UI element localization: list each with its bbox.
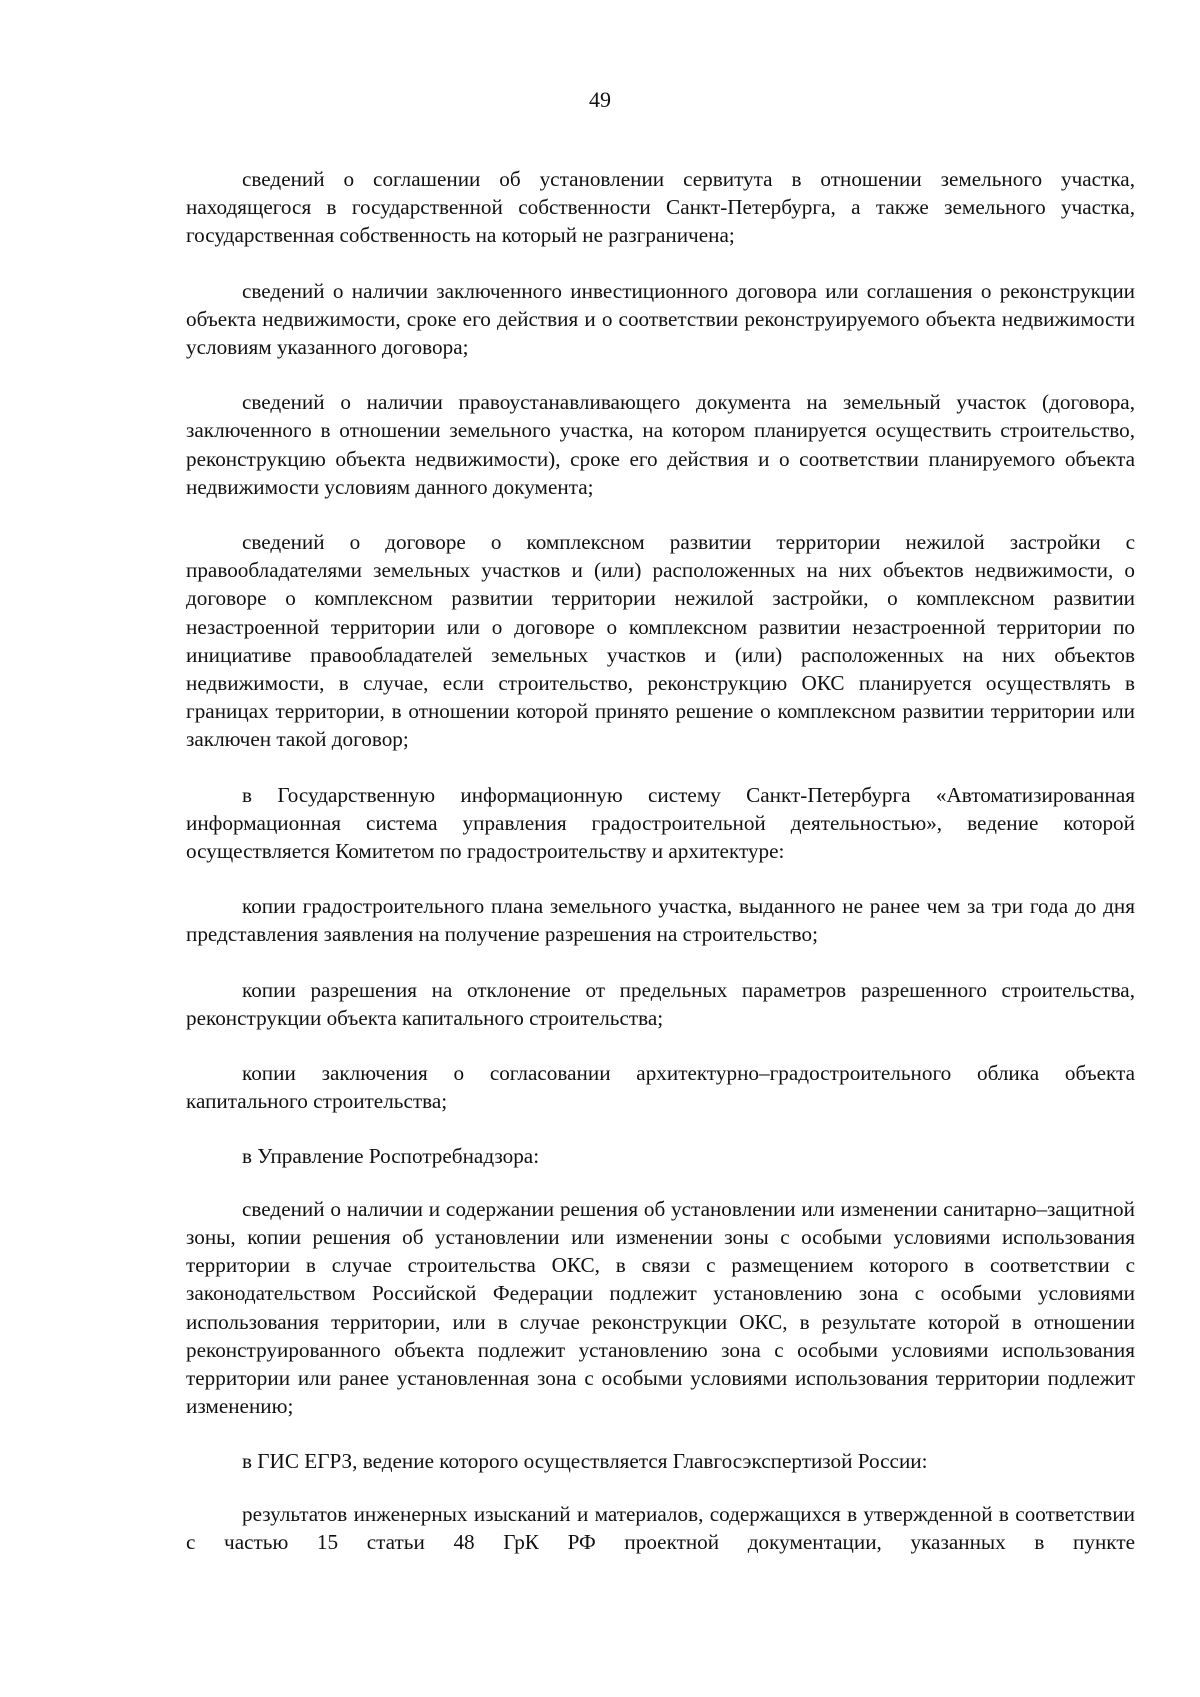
- paragraph-deviation-permit-copy: копии разрешения на отклонение от предельных параметров разрешенного строительства, реконструкции объекта капитального строительства;: [186, 977, 1135, 1030]
- paragraph-rospotrebnadzor: в Управление Роспотребнадзора:: [242, 1144, 540, 1169]
- paragraph-investment-contract: сведений о наличии заключенного инвестиционного договора или соглашения о реконструкции объекта недвижимости, сроке его действия и о соответствии реконструируемого объекта недвижимости условиям указанного договора;: [186, 278, 1135, 360]
- paragraph-architectural-approval-copy: копии заключения о согласовании архитектурно–градостроительного облика объекта капитального строительства;: [186, 1061, 1135, 1114]
- page-number: 49: [589, 87, 611, 112]
- paragraph-engineering-surveys: результатов инженерных изысканий и материалов, содержащихся в утвержденной в соответствии с частью 15 статьи 48 ГрК РФ проектной документации, указанных в пункте: [186, 1501, 1135, 1554]
- paragraph-gis-aisugd: в Государственную информационную систему Санкт-Петербурга «Автоматизированная информационная система управления градостроительной деятельностью», ведение которой осуществляется Комитетом по градостроительству и архитектуре:: [186, 782, 1135, 864]
- paragraph-sanitary-zone: сведений о наличии и содержании решения об установлении или изменении санитарно–защитной зоны, копии решения об установлении или изменении зоны с особыми условиями использования территории в случае строительства ОКС, в связи с размещением которого в соответствии с законодательством Российской Федерации подлежит установлению зона с особыми условиями использования территории, или в случае реконструкции ОКС, в результате которой в отношении реконструированного объекта подлежит установлению зона с особыми условиями использования территории или ранее установленная зона с особыми условиями использования территории подлежит изменению;: [186, 1196, 1135, 1419]
- paragraph-complex-development: сведений о договоре о комплексном развитии территории нежилой застройки с правообладателями земельных участков и (или) расположенных на них объектов недвижимости, о договоре о комплексном развитии территории нежилой застройки, о комплексном развитии незастроенной территории или о договоре о комплексном развитии незастроенной территории по инициативе правообладателей земельных участков и (или) расположенных на них объектов недвижимости, в случае, если строительство, реконструкцию ОКС планируется осуществлять в границах территории, в отношении которой принято решение о комплексном развитии территории или заключен такой договор;: [186, 530, 1135, 752]
- paragraph-title-document: сведений о наличии правоустанавливающего документа на земельный участок (договора, заключенного в отношении земельного участка, на котором планируется осуществить строительство, реконструкцию объекта недвижимости), сроке его действия и о соответствии планируемого объекта недвижимости условиям данного документа;: [186, 390, 1135, 499]
- paragraph-urban-plan-copy: копии градостроительного плана земельного участка, выданного не ранее чем за три года до дня представления заявления на получение разрешения на строительство;: [186, 894, 1135, 947]
- document-body: [186, 165, 1135, 1583]
- paragraph-servitude-agreement: сведений о соглашении об установлении сервитута в отношении земельного участка, находящегося в государственной собственности Санкт-Петербурга, а также земельного участка, государственная собственность на который не разграничена;: [186, 167, 1135, 248]
- paragraph-gis-egrz: в ГИС ЕГРЗ, ведение которого осуществляется Главгосэкспертизой России:: [242, 1449, 928, 1474]
